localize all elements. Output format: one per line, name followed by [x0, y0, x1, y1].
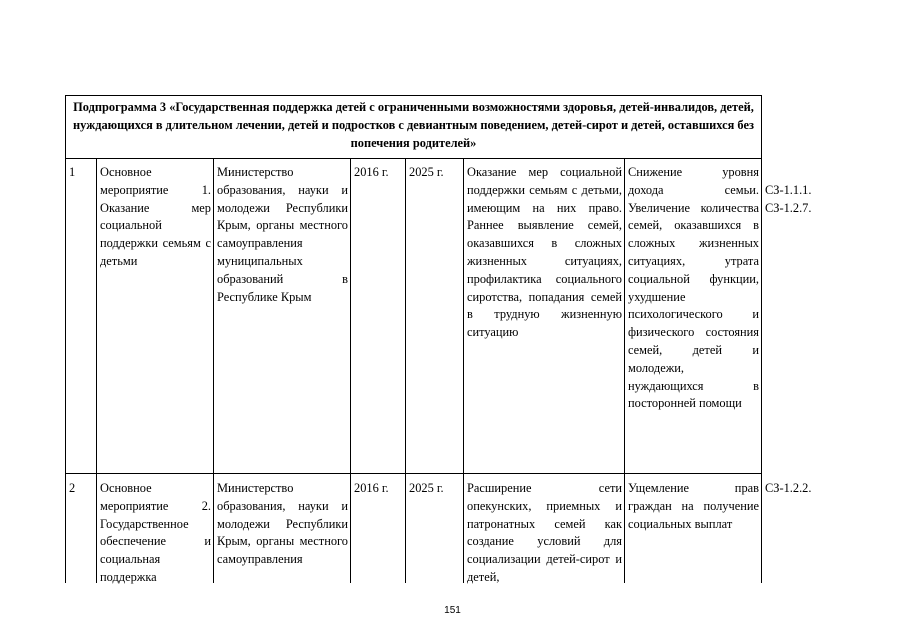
row-2-event: Основное мероприятие 2. Государственное обеспечение и социальная поддержка: [100, 481, 211, 584]
page-number: 151: [444, 605, 461, 616]
row-2-end-year: 2025 г.: [409, 481, 444, 495]
subprogram-title: Подпрограмма 3 «Государственная поддержка детей с ограниченными возможностями здоровья, детей-инвалидов, детей, нуждающихся в длительном лечении, детей и подростков с девиантным поведением, детей-сирот и детей, оставшихся без попечения родителей»: [73, 100, 754, 150]
row-2-expected-result: Расширение сети опекунских, приемных и патронатных семей как создание условий для социализации детей-сирот и детей,: [467, 481, 622, 584]
row-1-consequences: Снижение уровня дохода семьи. Увеличение количества семей, оказавшихся в сложных жизненных ситуациях, утрата социальной функции, ухудшение психологического и физического состояния семей, детей и молодежи, нуждающихся в посторонней помощи: [628, 165, 759, 411]
row-2-number: 2: [69, 481, 76, 495]
row-1-indicators: СЗ-1.1.1. СЗ-1.2.7.: [765, 183, 812, 215]
row-2-consequences: Ущемление прав граждан на получение социальных выплат: [628, 481, 759, 531]
row-1-start-year: 2016 г.: [354, 165, 389, 179]
row-1-number: 1: [69, 165, 76, 179]
row-1-end-year: 2025 г.: [409, 165, 444, 179]
row-2-start-year: 2016 г.: [354, 481, 389, 495]
row-1-executor: Министерство образования, науки и молодежи Республики Крым, органы местного самоуправления муниципальных образований в Республике Крым: [217, 165, 348, 304]
row-2-indicators: СЗ-1.2.2.: [765, 481, 812, 495]
row-1-event: Основное мероприятие 1. Оказание мер социальной поддержки семьям с детьми: [100, 165, 211, 268]
row-2-executor: Министерство образования, науки и молодежи Республики Крым, органы местного самоуправления: [217, 481, 348, 567]
row-1-expected-result: Оказание мер социальной поддержки семьям с детьми, имеющим на них право. Раннее выявление семей, оказавшихся в сложных жизненных ситуациях, профилактика социального сиротства, попадания семей в трудную жизненную ситуацию: [467, 165, 622, 340]
